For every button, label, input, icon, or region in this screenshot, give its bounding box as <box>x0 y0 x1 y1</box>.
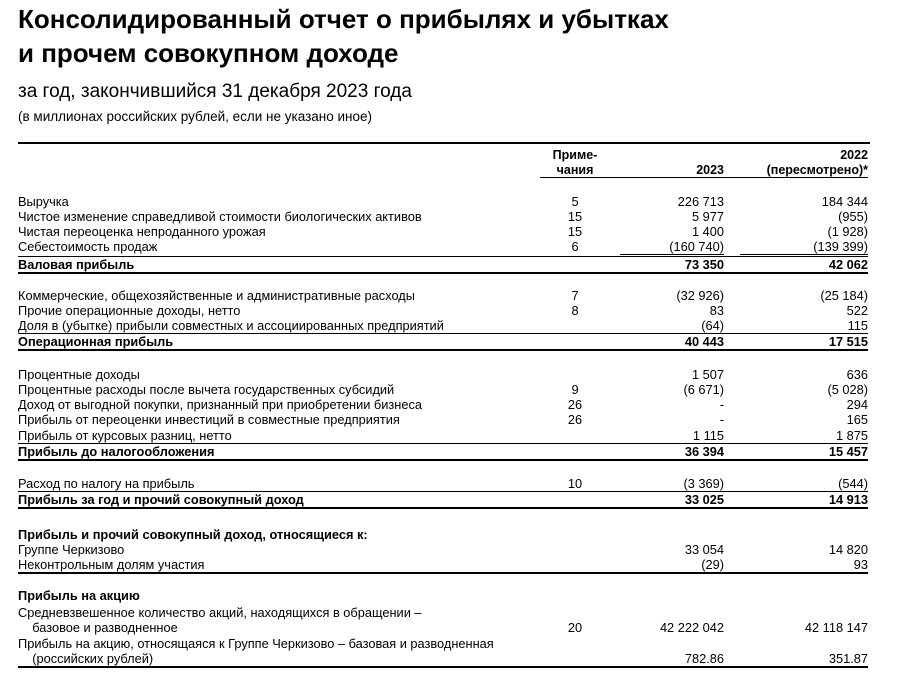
row-value-2022: (139 399) <box>740 239 868 255</box>
row-label: базовое и разводненное <box>18 620 178 635</box>
table-row <box>18 428 868 444</box>
row-value-2022: 165 <box>846 412 868 427</box>
row-value-2022: 15 457 <box>828 444 868 459</box>
table-row <box>18 367 868 382</box>
row-value-2023: 42 222 042 <box>659 620 724 635</box>
row-label: Прибыль от переоценки инвестиций в совместные предприятия <box>18 412 400 427</box>
subtotal-row-gross-profit <box>18 256 868 274</box>
table-row <box>18 620 868 635</box>
row-note: 10 <box>567 476 583 491</box>
section-heading-eps <box>18 588 868 603</box>
row-label: Расход по налогу на прибыль <box>18 476 195 491</box>
row-label: Процентные расходы после вычета государственных субсидий <box>18 382 395 397</box>
row-label: Прибыль и прочий совокупный доход, относящиеся к: <box>18 527 368 542</box>
row-value-2022: 93 <box>853 557 868 572</box>
row-label: Доход от выгодной покупки, признанный при приобретении бизнеса <box>18 397 422 412</box>
row-value-2022: (544) <box>838 476 868 491</box>
row-label: (российских рублей) <box>18 651 154 666</box>
row-value-2022: 351.87 <box>828 651 868 666</box>
row-label: Прибыль от курсовых разниц, нетто <box>18 428 232 443</box>
column-header-notes: Приме- чания <box>552 148 598 177</box>
row-label: Прибыль на акцию, относящаяся к Группе Черкизово – базовая и разводненная <box>18 636 494 651</box>
row-value-2022: (5 028) <box>827 382 868 397</box>
table-row <box>18 303 868 318</box>
report-title-line2: и прочем совокупном доходе <box>18 38 399 68</box>
row-value-2023: 1 507 <box>691 367 724 382</box>
row-value-2023: (3 369) <box>683 476 724 491</box>
table-row <box>18 542 868 557</box>
row-label: Прибыль до налогообложения <box>18 444 215 459</box>
row-value-2023: 1 400 <box>691 224 724 239</box>
table-row <box>18 651 868 668</box>
table-row <box>18 605 868 620</box>
table-row <box>18 476 868 492</box>
row-note: 5 <box>571 194 579 209</box>
row-value-2022: (25 184) <box>820 288 868 303</box>
row-value-2023: 33 054 <box>684 542 724 557</box>
subtotal-row-profit-before-tax <box>18 444 868 461</box>
row-label: Валовая прибыль <box>18 257 135 272</box>
report-units: (в миллионах российских рублей, если не указано иное) <box>18 109 372 124</box>
table-row <box>18 239 868 254</box>
row-label: Неконтрольным долям участия <box>18 557 205 572</box>
table-row <box>18 288 868 303</box>
table-row <box>18 209 868 224</box>
row-note: 15 <box>567 209 583 224</box>
row-value-2022: 522 <box>846 303 868 318</box>
table-row <box>18 382 868 397</box>
row-value-2023: 36 394 <box>684 444 724 459</box>
row-value-2023: - <box>719 412 724 427</box>
row-value-2023: - <box>719 397 724 412</box>
row-value-2022: (1 928) <box>827 224 868 239</box>
row-label: Чистое изменение справедливой стоимости биологических активов <box>18 209 422 224</box>
row-note: 9 <box>571 382 579 397</box>
row-value-2022: 42 062 <box>828 257 868 272</box>
table-row <box>18 397 868 412</box>
total-row-comprehensive-income <box>18 492 868 509</box>
row-value-2023: 40 443 <box>684 334 724 349</box>
row-value-2022: 294 <box>846 397 868 412</box>
row-value-2022: 14 820 <box>828 542 868 557</box>
column-header-2023: 2023 <box>696 163 724 177</box>
row-value-2022: (955) <box>838 209 868 224</box>
row-label: Доля в (убытке) прибыли совместных и ассоциированных предприятий <box>18 318 444 333</box>
table-row <box>18 557 868 574</box>
row-value-2023: (160 740) <box>620 239 724 255</box>
row-label: Прибыль на акцию <box>18 588 140 603</box>
row-label: Операционная прибыль <box>18 334 174 349</box>
row-value-2023: 1 115 <box>692 428 724 443</box>
table-row <box>18 318 868 334</box>
row-label: Коммерческие, общехозяйственные и административные расходы <box>18 288 415 303</box>
subtotal-row-operating-profit <box>18 334 868 351</box>
row-value-2023: (29) <box>701 557 724 572</box>
row-value-2022: 636 <box>846 367 868 382</box>
row-value-2022: 42 118 147 <box>804 620 868 635</box>
header-rule <box>18 142 870 144</box>
row-label: Средневзвешенное количество акций, находящихся в обращении – <box>18 605 422 620</box>
column-header-rule <box>540 177 868 178</box>
section-heading-attributable <box>18 527 868 542</box>
row-value-2022: 17 515 <box>828 334 868 349</box>
row-note: 20 <box>567 620 583 635</box>
row-value-2023: 782.86 <box>684 651 724 666</box>
row-value-2023: 5 977 <box>691 209 724 224</box>
row-value-2023: 73 350 <box>684 257 724 272</box>
row-note: 15 <box>567 224 583 239</box>
row-value-2023: 83 <box>709 303 724 318</box>
row-value-2023: (32 926) <box>676 288 724 303</box>
row-note: 8 <box>571 303 579 318</box>
row-value-2022: 14 913 <box>828 492 868 507</box>
report-period: за год, закончившийся 31 декабря 2023 года <box>18 81 412 102</box>
table-row <box>18 224 868 239</box>
row-note: 7 <box>571 288 579 303</box>
row-label: Чистая переоценка непроданного урожая <box>18 224 266 239</box>
table-row <box>18 194 868 209</box>
report-title-line1: Консолидированный отчет о прибылях и убытках <box>18 4 669 34</box>
row-value-2022: 1 875 <box>835 428 868 443</box>
table-row <box>18 412 868 427</box>
row-note: 26 <box>567 412 583 427</box>
report-title <box>18 2 888 70</box>
row-value-2023: (64) <box>701 318 724 333</box>
row-value-2022: 115 <box>847 318 868 333</box>
row-label: Прибыль за год и прочий совокупный доход <box>18 492 304 507</box>
row-value-2023: (6 671) <box>683 382 724 397</box>
row-note: 6 <box>571 239 579 254</box>
table-row <box>18 636 868 651</box>
row-label: Группе Черкизово <box>18 542 125 557</box>
row-value-2023: 226 713 <box>677 194 724 209</box>
row-label: Процентные доходы <box>18 367 140 382</box>
row-label: Себестоимость продаж <box>18 239 158 254</box>
column-header-2022: 2022 (пересмотрено)* <box>766 148 868 177</box>
row-label: Выручка <box>18 194 69 209</box>
row-value-2022: 184 344 <box>821 194 868 209</box>
row-value-2023: 33 025 <box>684 492 724 507</box>
row-label: Прочие операционные доходы, нетто <box>18 303 241 318</box>
row-note: 26 <box>567 397 583 412</box>
